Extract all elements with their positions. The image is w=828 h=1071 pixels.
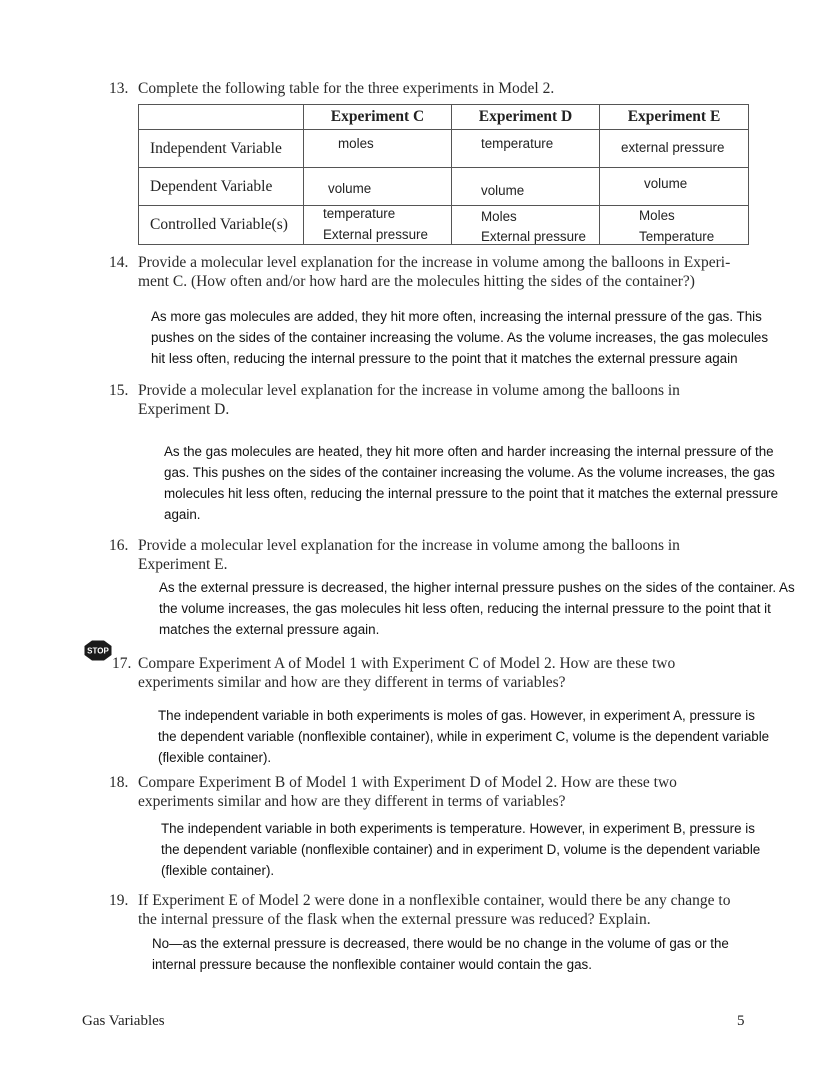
table-header-experiment-c: Experiment C [304,105,452,130]
table-header-row [139,105,749,130]
answer-line: (flexible container). [158,750,272,765]
answer-line: the volume increases, the gas molecules hit less often, reducing the internal pressure to the point that it [159,601,771,616]
cell-text: Moles [481,209,517,224]
question-number: 15. [109,382,129,399]
row-label-independent: Independent Variable [139,130,304,168]
stop-sign-label: STOP [87,646,109,656]
question-line: Experiment D. [138,401,230,418]
cell-e-independent [600,130,749,168]
answer-line: pushes on the sides of the container increasing the volume. As the volume increases, the gas molecules [151,330,769,345]
question-18 [109,773,809,811]
table-header-experiment-d: Experiment D [452,105,600,130]
answer-line: the dependent variable (nonflexible container) and in experiment D, volume is the dependent variable [161,842,761,857]
cell-text: External pressure [481,229,586,244]
table-row [139,206,749,245]
cell-e-controlled [600,206,749,245]
answer-14 [151,306,821,369]
answer-line: (flexible container). [161,863,275,878]
answer-line: hit less often, reducing the internal pressure to the point that it matches the external pressure again [151,351,738,366]
question-line: experiments similar and how are they different in terms of variables? [138,793,566,810]
question-14 [109,253,809,291]
question-17 [109,654,809,692]
answer-19 [152,933,822,975]
question-line: Provide a molecular level explanation for the increase in volume among the balloons in [138,382,680,399]
table-row [139,168,749,206]
cell-text: volume [328,181,372,196]
question-number: 17. [112,655,132,672]
question-16 [109,536,809,574]
question-number: 19. [109,892,129,909]
cell-text: External pressure [323,227,428,242]
question-number: 14. [109,254,129,271]
answer-line: As more gas molecules are added, they hit more often, increasing the internal pressure of the gas. This [151,309,762,324]
cell-d-independent [452,130,600,168]
answer-17 [158,705,822,768]
question-number: 18. [109,774,129,791]
answer-15 [164,441,824,525]
cell-text: Temperature [639,229,715,244]
answer-line: As the external pressure is decreased, the higher internal pressure pushes on the sides of the container. As [159,580,795,595]
cell-d-controlled [452,206,600,245]
stop-sign-icon [84,640,112,661]
question-19 [109,891,809,929]
question-line: ment C. (How often and/or how hard are the molecules hitting the sides of the container?) [138,273,695,290]
cell-text: external pressure [621,140,725,155]
question-line: Compare Experiment B of Model 1 with Experiment D of Model 2. How are these two [138,774,677,791]
question-line: Compare Experiment A of Model 1 with Experiment C of Model 2. How are these two [138,655,676,672]
answer-line: matches the external pressure again. [159,622,380,637]
table-row [139,130,749,168]
answer-16 [159,577,825,640]
cell-d-dependent [452,168,600,206]
answer-line: The independent variable in both experiments is temperature. However, in experiment B, pressure is [161,821,755,836]
answer-line: The independent variable in both experiments is moles of gas. However, in experiment A, pressure is [158,708,755,723]
question-line: Provide a molecular level explanation for the increase in volume among the balloons in [138,537,680,554]
table-header-experiment-e: Experiment E [600,105,749,130]
question-15 [109,381,809,419]
question-line: Provide a molecular level explanation for the increase in volume among the balloons in Experi- [138,254,731,271]
footer-title: Gas Variables [82,1013,165,1029]
page-number: 5 [737,1013,745,1029]
answer-line: No—as the external pressure is decreased, there would be no change in the volume of gas or the [152,936,729,951]
answer-line: As the gas molecules are heated, they hit more often and harder increasing the internal pressure of the [164,444,774,459]
cell-text: temperature [481,136,554,151]
cell-c-controlled [304,206,452,245]
answer-line: again. [164,507,201,522]
answer-18 [161,818,823,881]
answer-line: the dependent variable (nonflexible container), while in experiment C, volume is the dependent variable [158,729,770,744]
question-line: experiments similar and how are they different in terms of variables? [138,674,566,691]
variables-table [138,104,749,245]
cell-text: moles [338,136,374,151]
question-line: If Experiment E of Model 2 were done in a nonflexible container, would there be any change to [138,892,731,909]
question-number: 16. [109,537,129,554]
cell-c-dependent [304,168,452,206]
answer-line: internal pressure because the nonflexible container would contain the gas. [152,957,592,972]
answer-line: gas. This pushes on the sides of the container increasing the volume. As the volume increases, the gas [164,465,775,480]
row-label-controlled: Controlled Variable(s) [139,206,304,245]
question-line: the internal pressure of the flask when the external pressure was reduced? Explain. [138,911,651,928]
answer-line: molecules hit less often, reducing the internal pressure to the point that it matches the external pressure [164,486,779,501]
question-line: Experiment E. [138,556,228,573]
cell-text: volume [481,183,525,198]
row-label-dependent: Dependent Variable [139,168,304,206]
question-text: Complete the following table for the three experiments in Model 2. [138,80,555,97]
cell-c-independent [304,130,452,168]
cell-text: temperature [323,206,396,221]
cell-text: Moles [639,208,675,223]
cell-e-dependent [600,168,749,206]
table-header-blank [139,105,304,130]
cell-text: volume [644,176,688,191]
question-number: 13. [109,80,129,97]
question-13 [109,79,789,98]
